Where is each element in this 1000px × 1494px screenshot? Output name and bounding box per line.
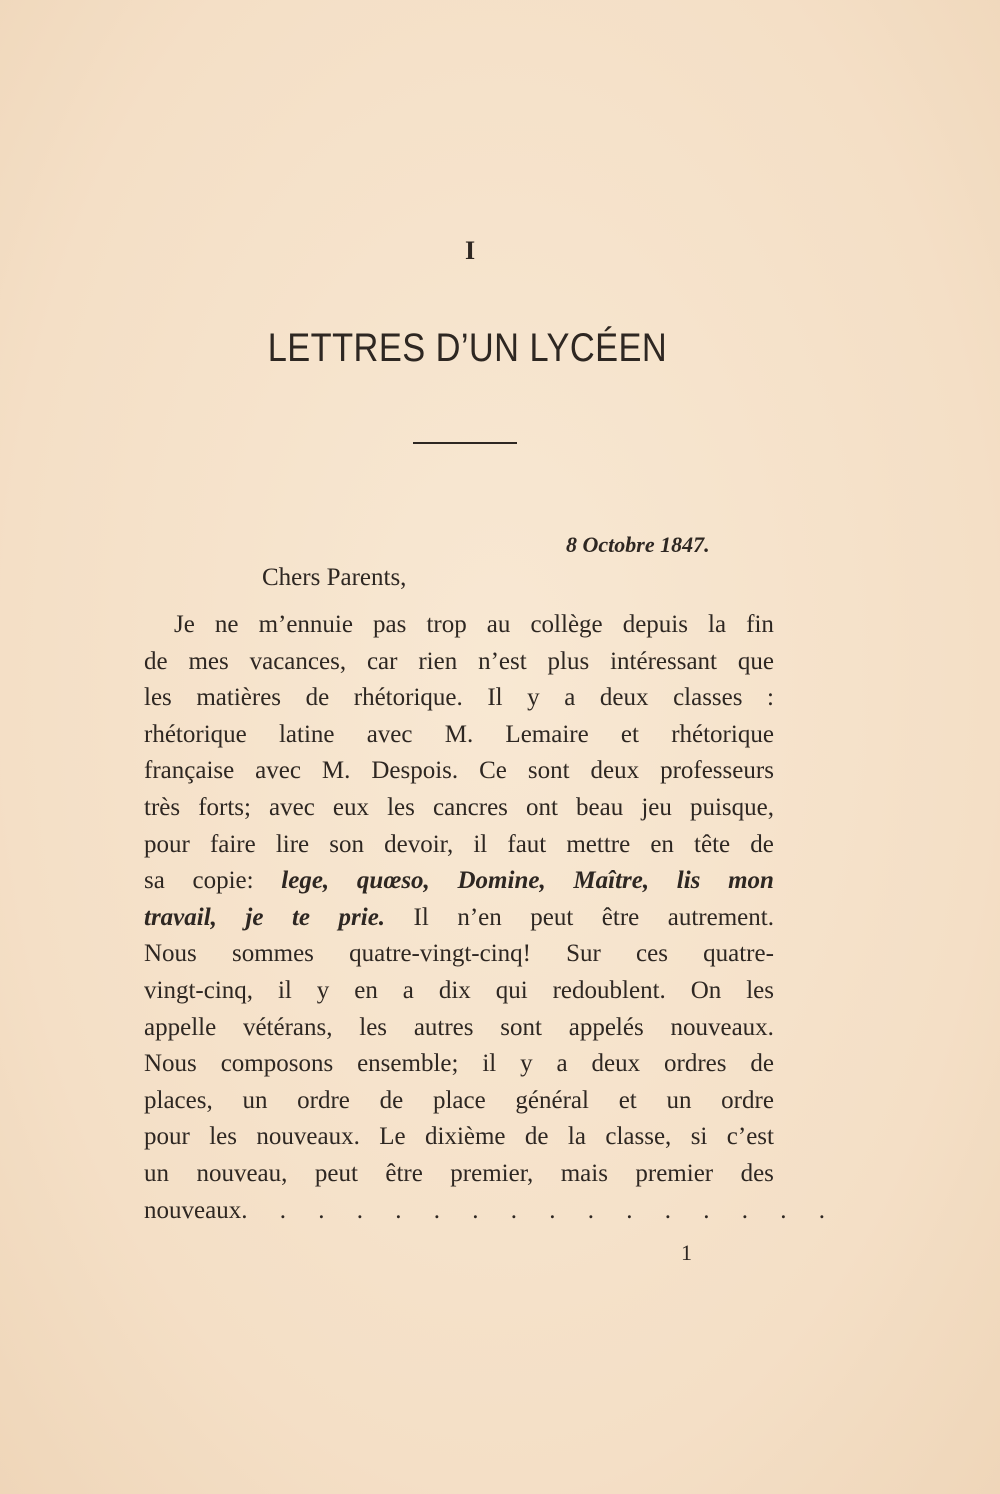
word: être [385,1159,423,1187]
word: qui [495,976,528,1004]
word: de [305,684,330,712]
word: sont [527,757,570,785]
word: pour [144,830,190,858]
word: général [515,1086,589,1114]
word: avec [366,720,413,748]
word: et [620,720,639,748]
word: et [618,1086,637,1114]
word: de [524,1123,549,1151]
text-line [144,827,774,864]
word: deux [599,684,649,712]
word: beau [576,793,624,821]
word: faut [507,830,547,858]
word: Nous [144,940,197,968]
word: rien [418,647,458,675]
word: ne [214,611,239,638]
text-line [144,1010,774,1047]
chapter-number: I [464,236,476,265]
word: de [750,830,774,858]
word: les [387,793,415,821]
word: en [650,830,674,858]
word: les [746,976,774,1004]
word: cancres [432,793,508,821]
word: nouveaux. [256,1123,360,1151]
text-line [144,1083,774,1120]
word: On [690,976,722,1004]
word: jeu [641,793,672,821]
word: quatre-vingt-cinq! [349,940,531,968]
letter-body [144,607,838,1229]
word: puisque, [689,793,774,821]
word: deux [591,1050,641,1078]
word: n’en [457,903,502,931]
text-line [144,717,774,754]
word: matières [196,684,282,712]
word: intéressant [610,647,717,675]
word: redoublent. [552,976,666,1004]
word: avec [269,793,315,821]
word: forts; [198,793,251,821]
word: te [291,903,311,931]
word: la [567,1123,586,1151]
last-line-word: nouveaux [144,1196,242,1224]
word: mais [560,1159,608,1187]
word: la [708,611,727,638]
word: de [750,1050,774,1078]
word: a [564,684,576,712]
word: tête [694,830,731,858]
word: m’ennuie [258,611,353,638]
word: autres [413,1013,474,1041]
word: très [144,793,181,821]
word: deux [590,757,640,785]
text-line [144,1046,774,1083]
word: ces [636,940,668,968]
word: vétérans, [242,1013,333,1041]
word: il [473,830,488,858]
word: ensemble; [357,1050,459,1078]
text-line [144,644,774,681]
word: eux [332,793,370,821]
word: un [666,1086,692,1114]
word: composons [220,1050,334,1078]
word: ordre [297,1086,350,1114]
word: il [277,976,292,1004]
word: y [316,976,330,1004]
word: les [359,1013,388,1041]
text-line [144,900,774,937]
word: nouveau, [196,1159,288,1187]
word: vingt-cinq, [144,976,254,1004]
word: fin [746,611,774,638]
text-line [144,863,774,900]
word: un [242,1086,268,1114]
word: quœso, [356,867,430,895]
word: Maître, [573,867,650,895]
word: trop [426,611,467,638]
word: en [354,976,378,1004]
word: Lemaire [505,720,589,748]
text-line [144,680,774,717]
word: un [144,1159,169,1187]
word: appelés [568,1013,644,1041]
word: a [402,976,414,1004]
word: dixième [425,1123,506,1151]
text-line [144,607,774,644]
word: si [690,1123,708,1151]
word: classes [673,684,743,712]
word: nouveaux. [670,1013,774,1041]
word: les [144,684,172,712]
word: française [144,757,235,785]
word: classe, [605,1123,672,1151]
word: je [245,903,264,931]
word: de [379,1086,404,1114]
text-line [144,973,774,1010]
text-line [144,790,774,827]
word: Il [487,684,503,712]
word: mettre [566,830,631,858]
word: lege, [281,867,330,895]
word: appelle [144,1013,217,1041]
word: premier [635,1159,714,1187]
word: les [209,1123,237,1151]
title-rule [413,442,517,444]
word: vacances, [249,647,347,675]
word: plus [547,647,590,675]
word: autrement. [667,903,774,931]
word: peut [314,1159,358,1187]
word: Le [379,1123,406,1151]
leader-dots: . . . . . . . . . . . . . . . . [241,1196,838,1224]
word: sa [144,867,165,895]
word: au [486,611,511,638]
text-line [144,1156,774,1193]
text-line [144,936,774,973]
text-line-last [144,1193,838,1230]
word: sont [500,1013,542,1041]
word: avec [255,757,301,785]
word: Ce [479,757,507,785]
word: place [432,1086,486,1114]
word: copie: [192,867,254,895]
word: latine [278,720,335,748]
word: pour [144,1123,190,1151]
word: ordre [721,1086,774,1114]
word: de [144,647,168,675]
word: places, [144,1086,213,1114]
word: des [740,1159,774,1187]
word: Nous [144,1050,197,1078]
word: être [601,903,640,931]
word: Domine, [457,867,546,895]
letter-date: 8 Octobre 1847. [566,532,710,557]
word: n’est [478,647,527,675]
word: lire [275,830,310,858]
word: collège [530,611,603,638]
letter-salutation: Chers Parents, [262,564,407,591]
chapter-title: LETTRES D’UN LYCÉEN [267,326,668,370]
word: dix [438,976,471,1004]
word: Despois. [371,757,459,785]
word: il [482,1050,497,1078]
word: Sur [566,940,601,968]
page-number: 1 [681,1240,692,1265]
word: Je [174,611,195,638]
word: quatre- [703,940,774,968]
word: lis [676,867,701,895]
word: rhétorique. [353,684,463,712]
word: car [366,647,398,675]
word: premier, [450,1159,534,1187]
word: pas [373,611,407,638]
word: Il [413,903,429,931]
text-line [144,1119,774,1156]
word: c’est [726,1123,774,1151]
word: rhétorique [144,720,247,748]
word: mes [188,647,229,675]
word: y [520,1050,533,1078]
word: faire [209,830,256,858]
word: depuis [622,611,688,638]
word: M. [321,757,351,785]
word: professeurs [660,757,774,785]
word: que [737,647,774,675]
word: y [527,684,540,712]
word: ordres [664,1050,727,1078]
word: prie. [338,903,386,931]
word: mon [728,867,774,895]
word: ont [526,793,558,821]
text-line [144,753,774,790]
word: sommes [231,940,314,968]
word: a [556,1050,568,1078]
word: devoir, [384,830,454,858]
word: travail, [144,903,217,931]
word: rhétorique [671,720,774,748]
word: son [329,830,365,858]
word: peut [530,903,574,931]
word: M. [444,720,474,748]
word: : [767,684,774,712]
